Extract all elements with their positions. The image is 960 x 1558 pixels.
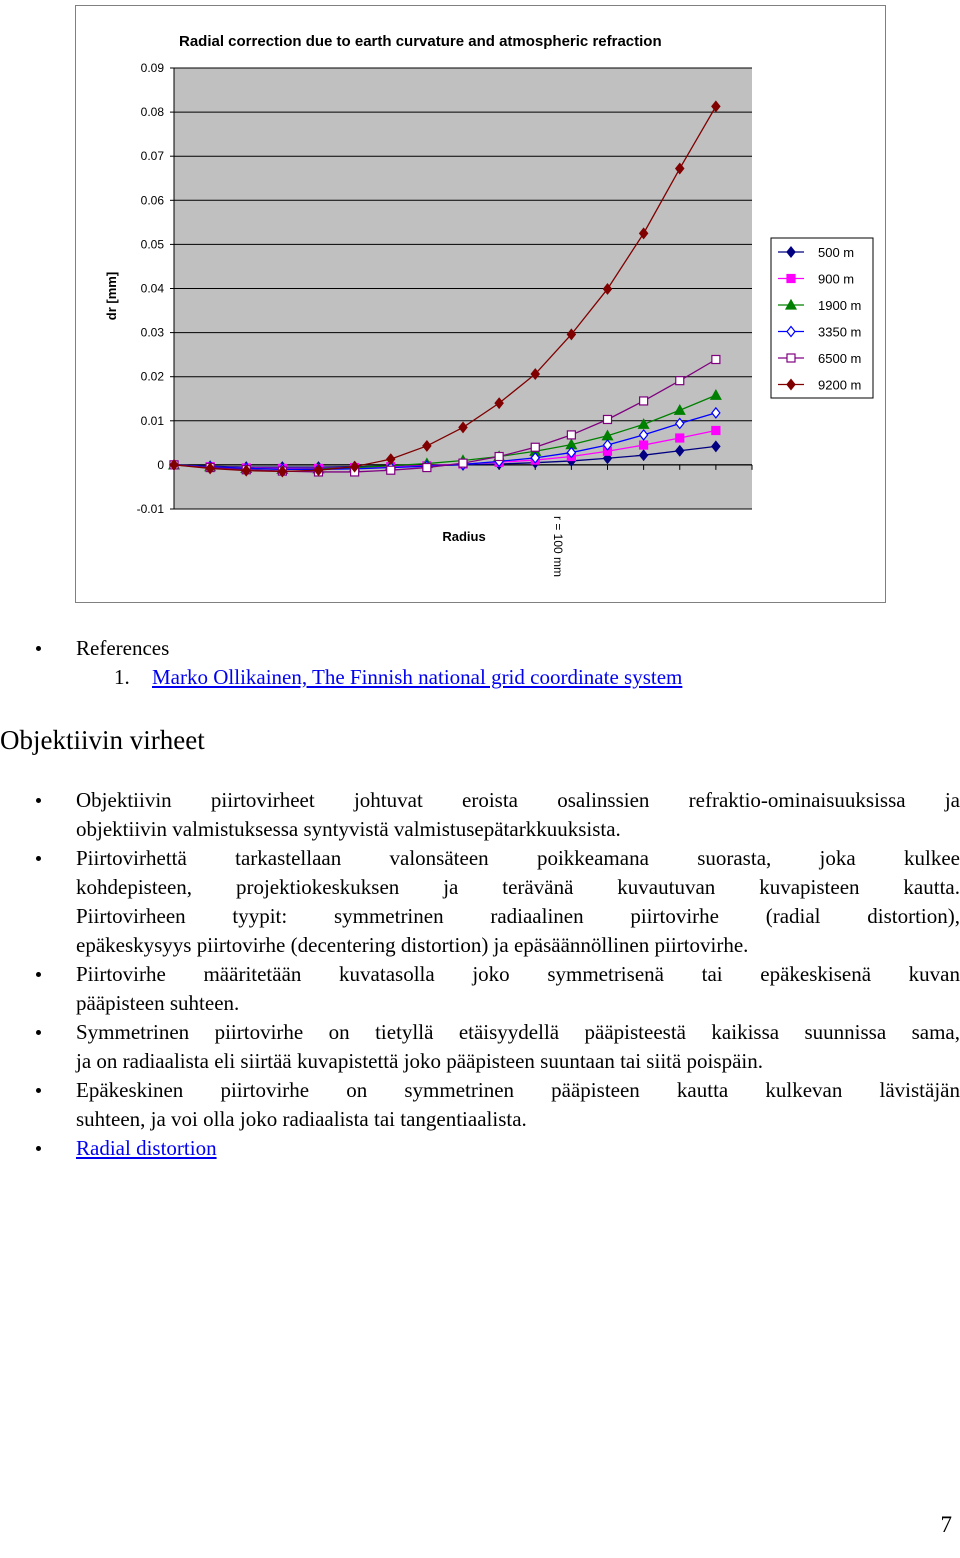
data-point [387,466,395,474]
legend [771,238,873,398]
legend-label: 6500 m [818,351,862,366]
chart-title: Radial correction due to earth curvature and atmospheric refraction [179,33,662,50]
data-point [423,464,431,472]
bullet-1 [36,798,41,803]
y-tick-label: -0.01 [136,502,164,516]
y-tick-label: 0.06 [140,193,164,208]
bullet-5 [36,1088,41,1093]
page-number: 7 [940,1512,952,1537]
legend-label: 900 m [818,271,855,287]
radial-distortion-link[interactable]: Radial distortion [76,1136,217,1160]
bullet-2-line-2: kohdepisteen, projektiokeskuksen ja terävänä kuvautuvan kuvapisteen kautta. [76,875,960,899]
y-tick-label: 0.01 [140,413,164,428]
data-point [676,434,684,442]
bullet-2-line-3: Piirtovirheen tyypit: symmetrinen radiaalinen piirtovirhe (radial distortion), [76,904,960,928]
x-axis-label: Radius [442,529,486,544]
y-tick-label: 0.04 [140,281,164,296]
data-point [640,397,648,405]
bullet-2-line-1: Piirtovirhettä tarkastellaan valonsäteen poikkeamana suorasta, joka kulkee [76,846,960,870]
bullet-6 [36,1146,41,1151]
data-point [567,431,575,439]
bullet-1-line-2: objektiivin valmistuksessa syntyvistä valmistusepätarkkuuksista. [76,817,621,841]
references-title: References [76,636,170,660]
data-point [640,441,648,449]
bullet-4-line-1: Symmetrinen piirtovirhe on tietyllä etäisyydellä pääpisteestä kaikissa suunnissa sama, [76,1020,960,1044]
data-point [531,443,539,451]
y-tick-label: 0 [157,457,164,472]
bullet-1-line-1: Objektiivin piirtovirheet johtuvat eroista osalinssien refraktio-ominaisuuksissa ja [76,788,960,812]
y-tick-label: 0.03 [140,325,164,340]
chart-figure [75,5,886,603]
y-tick-label: 0.02 [140,369,164,384]
bullet-5-line-2: suhteen, ja voi olla joko radiaalista tai tangentiaalista. [76,1107,527,1131]
y-axis-label: dr [mm] [104,271,119,321]
bullet-3-line-2: pääpisteen suhteen. [76,991,240,1015]
y-tick-label: 0.08 [140,105,164,120]
legend-label: 3350 m [818,324,862,340]
y-tick-label: 0.09 [140,61,164,75]
bullet-2 [36,856,41,861]
data-point [676,377,684,385]
legend-label: 500 m [818,245,855,260]
legend-label: 9200 m [818,377,862,393]
reference-link-1[interactable]: Marko Ollikainen, The Finnish national grid coordinate system [152,665,683,689]
x-axis-annotation: r = 100 mm [551,516,565,578]
legend-label: 1900 m [818,298,862,313]
bullet-2-line-4: epäkeskysyys piirtovirhe (decentering distortion) ja epäsäännöllinen piirtovirhe. [76,933,749,957]
bullet-3 [36,972,41,977]
y-tick-label: 0.05 [140,237,164,252]
section-heading: Objektiivin virheet [0,725,205,755]
data-point [459,459,467,467]
data-point [712,356,720,364]
data-point [604,415,612,423]
bullet-4-line-2: ja on radiaalista eli siirtää kuvapistettä joko pääpisteen suuntaan tai siitä poispäin. [76,1049,763,1073]
data-point [787,354,795,362]
reference-number: 1. [114,665,130,689]
data-point [787,275,795,283]
bullet-4 [36,1030,41,1035]
chart-svg [76,6,885,602]
bullet-5-line-1: Epäkeskinen piirtovirhe on symmetrinen pääpisteen kautta kulkevan lävistäjän [76,1078,960,1102]
bullet-3-line-1: Piirtovirhe määritetään kuvatasolla joko symmetrisenä tai epäkeskisenä kuvan [76,962,960,986]
data-point [495,453,503,461]
y-tick-label: 0.07 [140,149,164,164]
data-point [712,427,720,435]
bullet-references [36,646,41,651]
legend-box [771,238,873,398]
